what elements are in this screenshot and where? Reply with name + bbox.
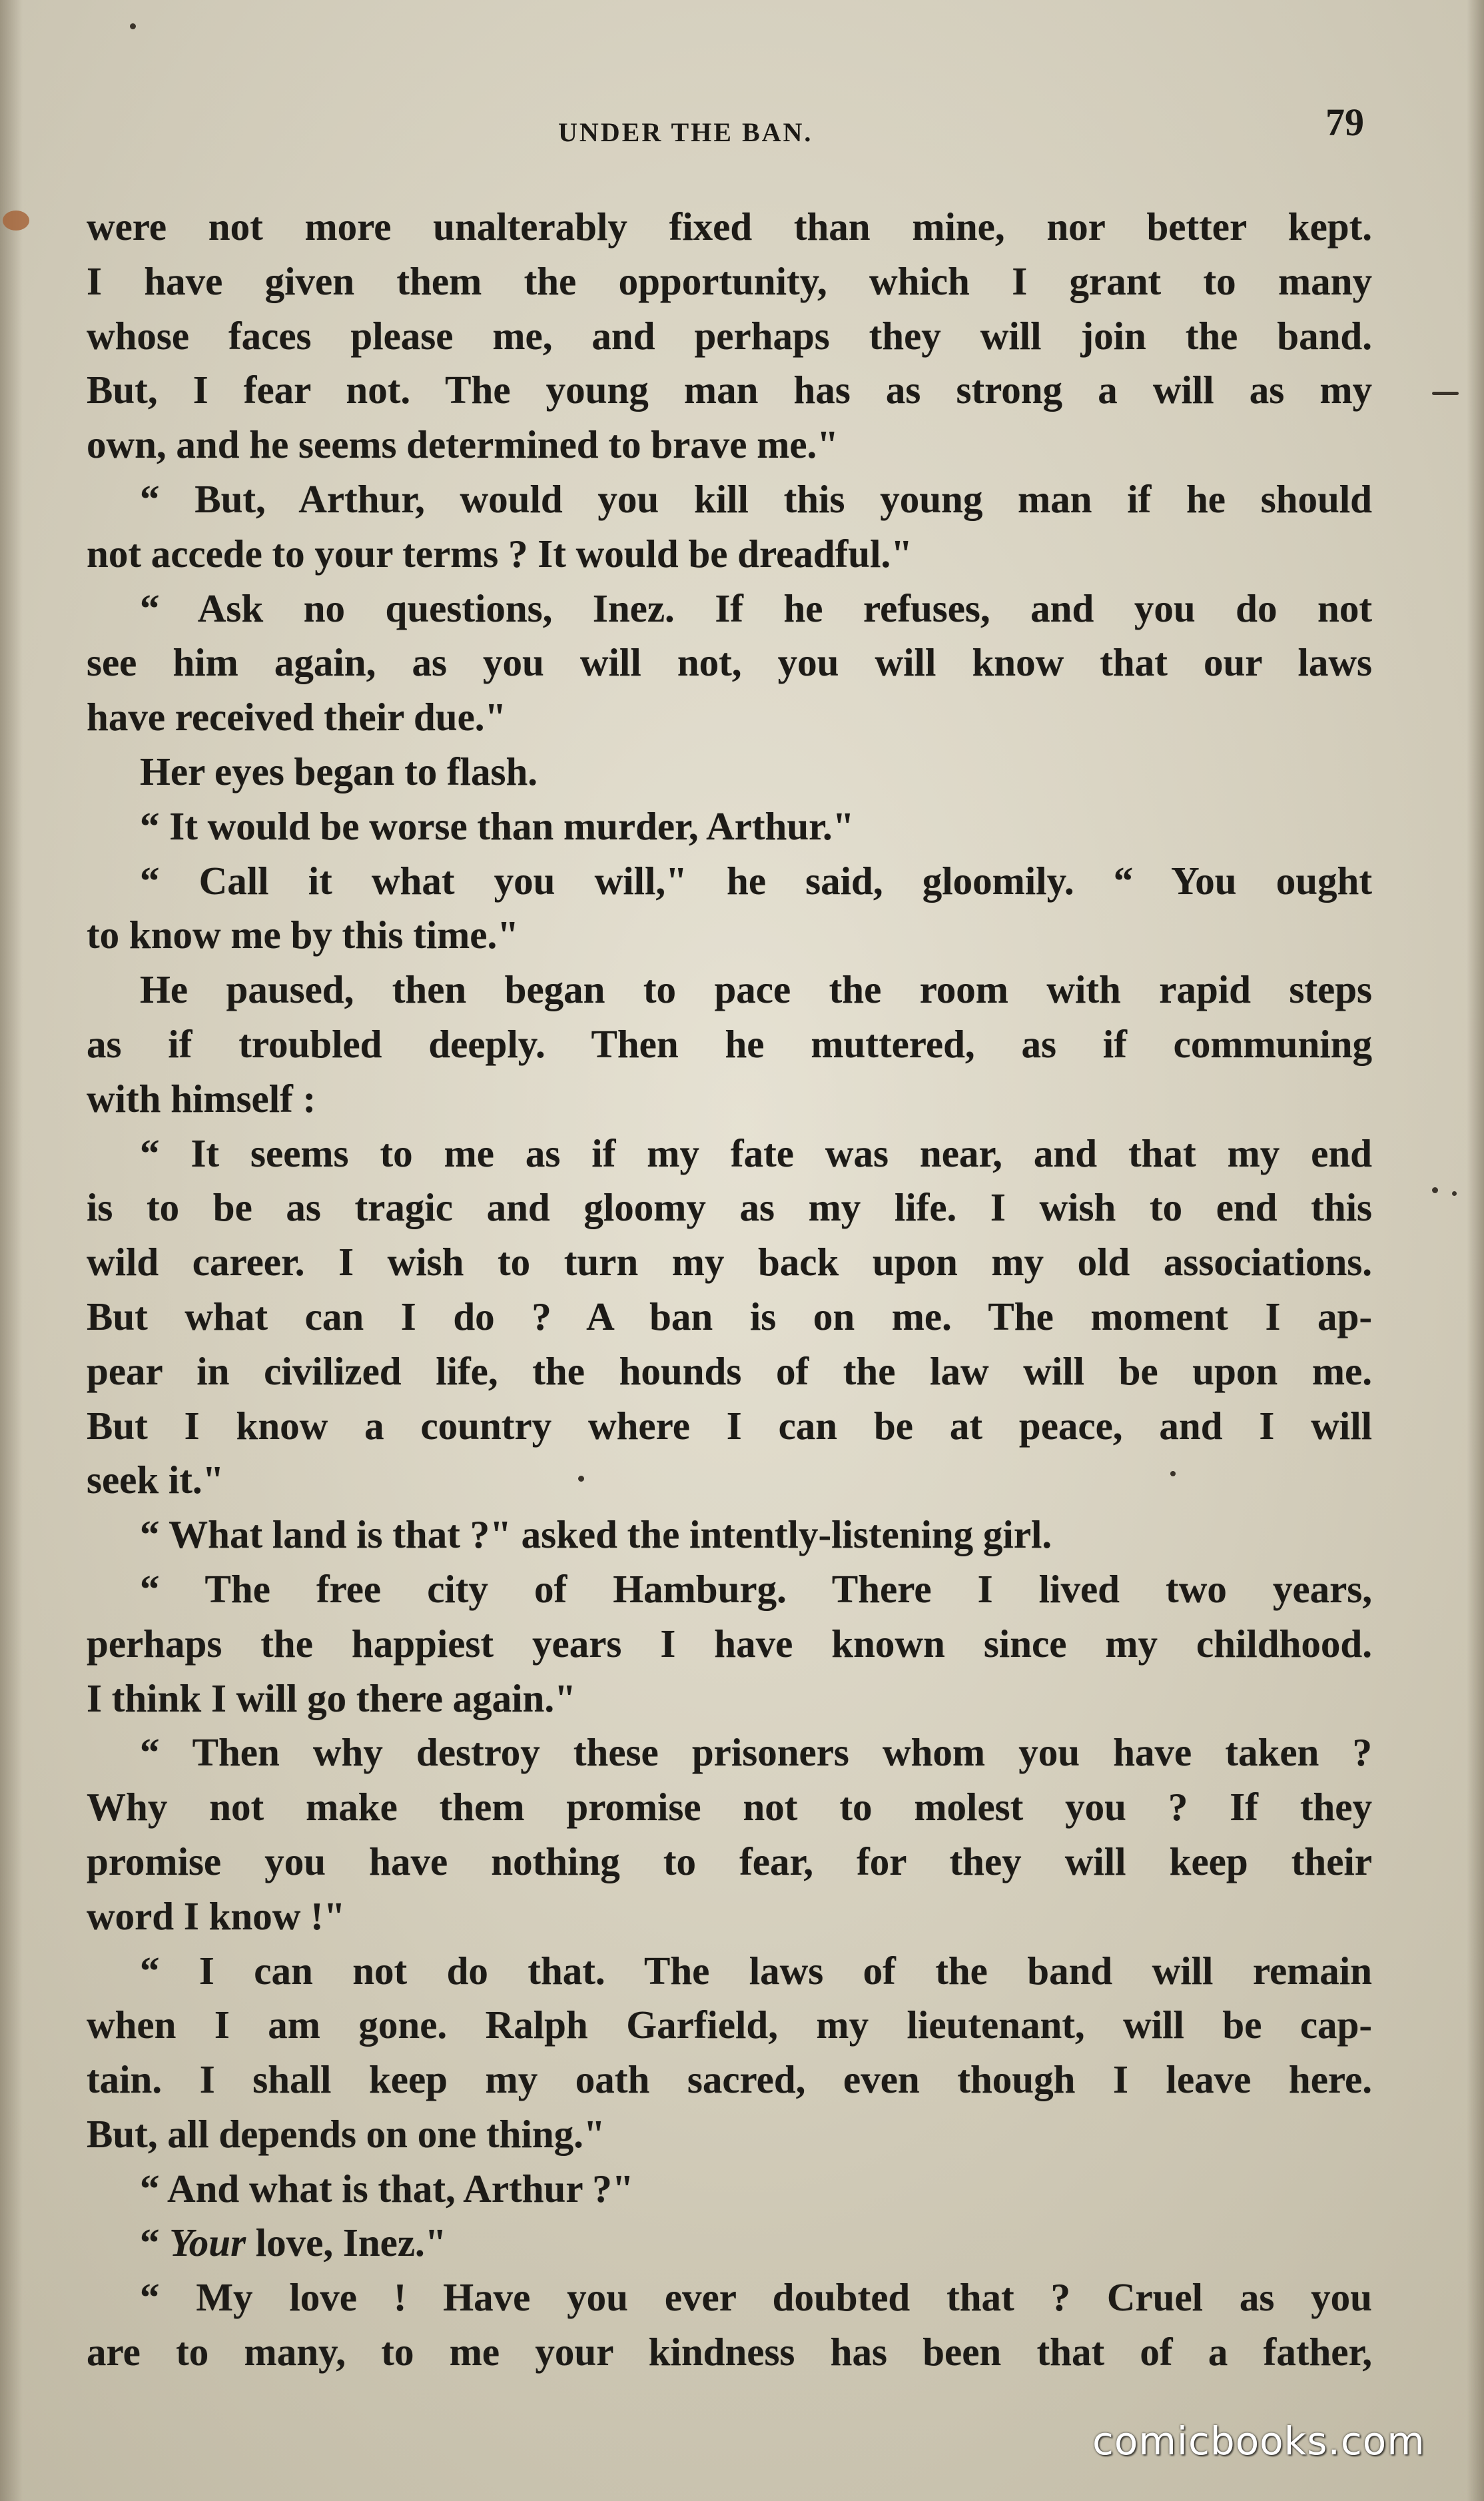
text-line: Why not make them promise not to molest you ? If they bbox=[87, 1785, 1372, 1829]
text-line: “ Ask no questions, Inez. If he refuses, and you do not bbox=[140, 586, 1372, 630]
emphasis-your: Your bbox=[169, 2221, 246, 2265]
ink-speck bbox=[1452, 1191, 1457, 1196]
text-line: to know me by this time." bbox=[87, 913, 519, 957]
text-line: “ Then why destroy these prisoners whom you have taken ? bbox=[140, 1730, 1372, 1775]
text-line: “ The free city of Hamburg. There I lived two years, bbox=[140, 1566, 1372, 1611]
text-line: perhaps the happiest years I have known since my childhood. bbox=[87, 1621, 1372, 1666]
text-line: “ What land is that ?" asked the intently-listening girl. bbox=[140, 1512, 1052, 1557]
text-line: not accede to your terms ? It would be dreadful." bbox=[87, 531, 913, 576]
text-line: are to many, to me your kindness has been that of a father, bbox=[87, 2330, 1372, 2374]
text-line: “ But, Arthur, would you kill this young man if he should bbox=[140, 476, 1372, 521]
text-line: is to be as tragic and gloomy as my life. I wish to end this bbox=[87, 1185, 1372, 1230]
text-line: promise you have nothing to fear, for they will keep their bbox=[87, 1839, 1372, 1883]
text-line: “ And what is that, Arthur ?" bbox=[140, 2166, 634, 2211]
page-header bbox=[0, 100, 1484, 147]
text-line: word I know !" bbox=[87, 1893, 346, 1938]
page-edge-shadow-right bbox=[1467, 0, 1484, 2501]
quote-mark: “ bbox=[140, 2221, 160, 2265]
page-edge-shadow-left bbox=[0, 0, 23, 2501]
body-text bbox=[87, 200, 1372, 2380]
text-line: He paused, then began to pace the room with rapid steps bbox=[140, 967, 1372, 1012]
text-line: when I am gone. Ralph Garfield, my lieutenant, will be cap- bbox=[87, 2003, 1372, 2047]
text-line: with himself : bbox=[87, 1076, 316, 1121]
ink-speck bbox=[1432, 1187, 1438, 1193]
text-line: pear in civilized life, the hounds of the law will be upon me. bbox=[87, 1348, 1372, 1393]
ink-speck bbox=[130, 23, 136, 29]
text-line: I have given them the opportunity, which I grant to many bbox=[87, 258, 1372, 303]
text-line: I think I will go there again." bbox=[87, 1676, 576, 1720]
text-line: But I know a country where I can be at peace, and I will bbox=[87, 1403, 1372, 1448]
watermark: comicbooks.com bbox=[1092, 2418, 1425, 2464]
text-line-rest: love, Inez." bbox=[246, 2221, 447, 2265]
text-line: But what can I do ? A ban is on me. The moment I ap- bbox=[87, 1294, 1372, 1338]
text-line: “ It would be worse than murder, Arthur." bbox=[140, 803, 855, 848]
text-line: But, I fear not. The young man has as strong a will as my bbox=[87, 368, 1372, 412]
text-line: wild career. I wish to turn my back upon my old associations. bbox=[87, 1240, 1372, 1284]
text-line: have received their due." bbox=[87, 695, 507, 740]
text-line: whose faces please me, and perhaps they will join the band. bbox=[87, 313, 1372, 358]
text-line: tain. I shall keep my oath sacred, even though I leave here. bbox=[87, 2057, 1372, 2102]
text-line: were not more unalterably fixed than mine, nor better kept. bbox=[87, 205, 1372, 249]
text-line: “ My love ! Have you ever doubted that ? Cruel as you bbox=[140, 2275, 1372, 2320]
text-line: Her eyes began to flash. bbox=[140, 749, 538, 793]
text-line: own, and he seems determined to brave me." bbox=[87, 422, 839, 467]
ink-speck bbox=[1432, 392, 1459, 395]
text-line: But, all depends on one thing." bbox=[87, 2111, 605, 2156]
text-line: seek it." bbox=[87, 1458, 224, 1502]
text-line: see him again, as you will not, you will know that our laws bbox=[87, 640, 1372, 685]
paper-stain bbox=[3, 211, 29, 231]
text-line: “ Call it what you will," he said, gloomily. “ You ought bbox=[140, 858, 1372, 903]
text-line bbox=[87, 2216, 1372, 2270]
page-number: 79 bbox=[1325, 101, 1364, 144]
running-head: UNDER THE BAN. bbox=[558, 117, 813, 147]
text-line: as if troubled deeply. Then he muttered, as if communing bbox=[87, 1021, 1372, 1066]
text-line: “ It seems to me as if my fate was near, and that my end bbox=[140, 1131, 1372, 1175]
text-line: “ I can not do that. The laws of the band will remain bbox=[140, 1948, 1372, 1993]
